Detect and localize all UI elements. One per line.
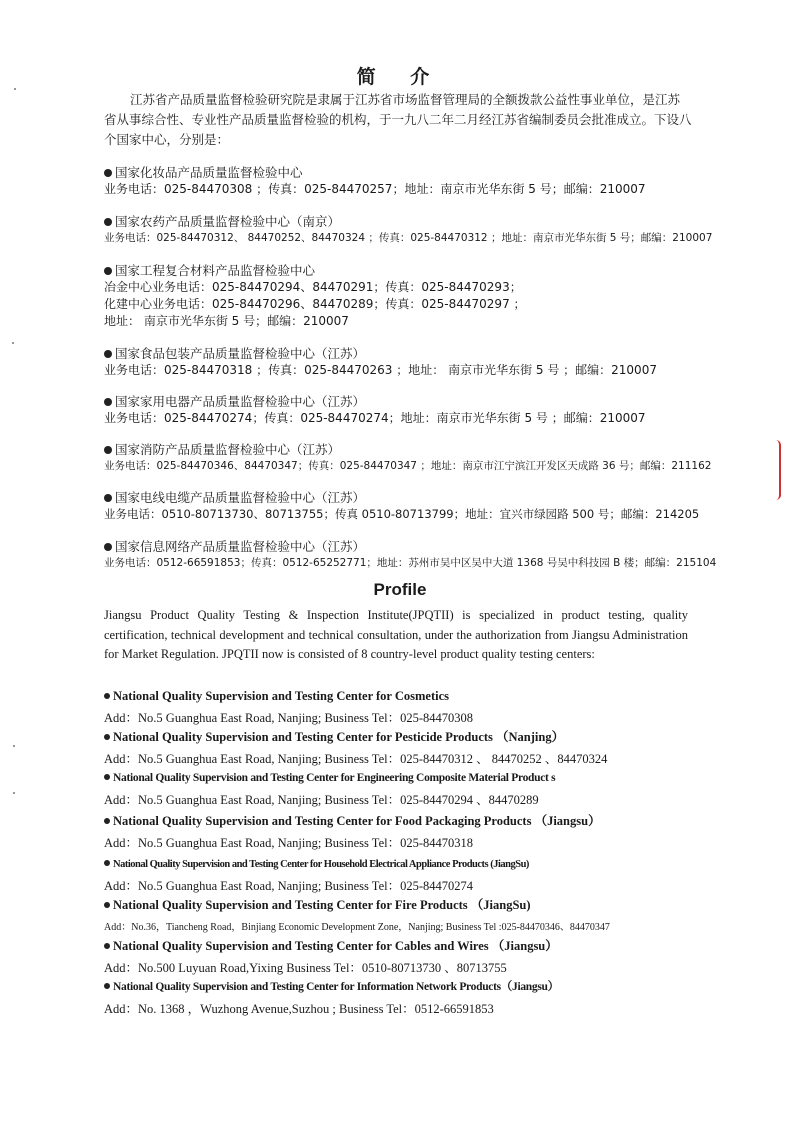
scan-speck <box>12 342 14 344</box>
cn-center-fire <box>104 441 712 475</box>
en-center-cosmetics <box>104 688 704 727</box>
cn-center-contact: 业务电话：0510-80713730、80713755；传真 0510-80713799；地址：宜兴市绿园路 500 号；邮编：214205 <box>104 507 700 521</box>
bullet-icon <box>104 902 110 908</box>
en-center-address: Add：No.500 Luyuan Road,Yixing Business Tel：0510-80713730 、80713755 <box>104 961 507 975</box>
en-center-name: National Quality Supervision and Testing Center for Cosmetics <box>113 689 450 703</box>
cn-center-name: 国家电线电缆产品质量监督检验中心（江苏） <box>115 490 366 505</box>
cn-center-network <box>104 538 717 572</box>
cn-center-cosmetics <box>104 164 704 198</box>
bullet-icon <box>104 774 110 780</box>
cn-center-name: 国家食品包装产品质量监督检验中心（江苏） <box>115 346 366 361</box>
en-intro: Jiangsu Product Quality Testing & Inspection Institute(JPQTII) is specialized in product testing, quality certification, technical development and technical consultation, under the authorization from Jiangsu Administration for Market Regulation. JPQTII now is consisted of 8 country-level product quality testing centers: <box>104 608 688 661</box>
en-center-address: Add：No.5 Guanghua East Road, Nanjing; Business Tel：025-84470312 、 84470252 、84470324 <box>104 752 608 766</box>
cn-intro: 江苏省产品质量监督检验研究院是隶属于江苏省市场监督管理局的全额拨款公益性事业单位，是江苏省从事综合性、专业性产品质量监督检验的机构，于一九八二年二月经江苏省编制委员会批准成立。下设八个国家中心，分别是： <box>104 92 692 147</box>
en-center-network <box>104 979 704 1018</box>
cn-center-contact: 业务电话：025-84470308 ；传真：025-84470257；地址：南京市光华东街 5 号；邮编：210007 <box>104 182 646 196</box>
cn-center-food-packaging <box>104 345 704 379</box>
cn-center-address: 地址： 南京市光华东街 5 号；邮编：210007 <box>104 314 349 328</box>
en-center-composite <box>104 770 704 809</box>
en-center-name: National Quality Supervision and Testing Center for Fire Products （JiangSu) <box>113 898 531 912</box>
cn-title: 简 介 <box>356 66 444 88</box>
cn-center-appliance <box>104 393 704 427</box>
en-center-appliance <box>104 856 704 895</box>
scan-speck <box>14 88 16 90</box>
en-center-name: National Quality Supervision and Testing Center for Household Electrical Appliance Products (JiangSu) <box>113 859 529 870</box>
en-center-address: Add：No.36，Tiancheng Road，Binjiang Economic Development Zone，Nanjing; Business Tel :025-84470346、84470347 <box>104 922 610 933</box>
cn-center-name: 国家化妆品产品质量监督检验中心 <box>115 165 303 180</box>
cn-center-contact: 业务电话：025-84470274；传真：025-84470274；地址：南京市光华东街 5 号 ；邮编：210007 <box>104 411 646 425</box>
bullet-icon <box>104 398 112 406</box>
en-center-name: National Quality Supervision and Testing Center for Food Packaging Products （Jiangsu） <box>113 814 601 828</box>
bullet-icon <box>104 218 112 226</box>
cn-center-name: 国家工程复合材料产品监督检验中心 <box>115 263 316 278</box>
en-center-address: Add：No.5 Guanghua East Road, Nanjing; Business Tel：025-84470294 、84470289 <box>104 793 539 807</box>
bullet-icon <box>104 267 112 275</box>
scan-speck <box>13 745 15 747</box>
bullet-icon <box>104 693 110 699</box>
bullet-icon <box>104 943 110 949</box>
cn-center-contact: 冶金中心业务电话：025-84470294、84470291；传真：025-84470293； <box>104 280 522 294</box>
scan-speck <box>13 792 15 794</box>
cn-center-composite <box>104 262 704 330</box>
bullet-icon <box>104 446 112 454</box>
red-pen-mark <box>776 440 781 500</box>
bullet-icon <box>104 494 112 502</box>
cn-center-cables <box>104 489 704 523</box>
cn-center-name: 国家消防产品质量监督检验中心（江苏） <box>115 442 341 457</box>
en-center-address: Add：No.5 Guanghua East Road, Nanjing; Business Tel：025-84470308 <box>104 711 474 725</box>
cn-center-name: 国家信息网络产品质量监督检验中心（江苏） <box>115 539 366 554</box>
cn-center-pesticide <box>104 213 713 247</box>
en-center-address: Add：No. 1368 ，Wuzhong Avenue,Suzhou ; Business Tel：0512-66591853 <box>104 1002 494 1016</box>
bullet-icon <box>104 983 110 989</box>
en-center-address: Add：No.5 Guanghua East Road, Nanjing; Business Tel：025-84470318 <box>104 836 474 850</box>
en-center-food-packaging <box>104 813 704 852</box>
cn-center-name: 国家农药产品质量监督检验中心（南京） <box>115 214 341 229</box>
cn-center-contact: 业务电话：025-84470346、84470347；传真：025-84470347 ；地址：南京市江宁滨江开发区天成路 36 号；邮编：211162 <box>104 460 712 472</box>
cn-center-name: 国家家用电器产品质量监督检验中心（江苏） <box>115 394 366 409</box>
en-center-name: National Quality Supervision and Testing Center for Engineering Composite Material Product s <box>113 772 556 784</box>
bullet-icon <box>104 734 110 740</box>
bullet-icon <box>104 169 112 177</box>
en-center-name: National Quality Supervision and Testing Center for Pesticide Products （Nanjing） <box>113 730 565 744</box>
en-title: Profile <box>373 580 427 599</box>
cn-center-contact: 业务电话：0512-66591853；传真：0512-65252771；地址：苏州市吴中区吴中大道 1368 号吴中科技园 B 楼；邮编：215104 <box>104 557 717 569</box>
cn-center-contact: 业务电话：025-84470318 ；传真：025-84470263 ；地址： 南京市光华东街 5 号 ；邮编：210007 <box>104 363 657 377</box>
en-center-address: Add：No.5 Guanghua East Road, Nanjing; Business Tel：025-84470274 <box>104 879 474 893</box>
en-center-pesticide <box>104 729 704 768</box>
en-center-fire <box>104 897 704 936</box>
bullet-icon <box>104 350 112 358</box>
bullet-icon <box>104 543 112 551</box>
bullet-icon <box>104 818 110 824</box>
en-center-cables <box>104 938 704 977</box>
cn-center-contact: 化建中心业务电话：025-84470296、84470289；传真：025-84470297 ； <box>104 297 526 311</box>
cn-center-contact: 业务电话：025-84470312、 84470252、84470324 ；传真：025-84470312 ；地址：南京市光华东街 5 号；邮编：210007 <box>104 232 713 244</box>
en-center-name: National Quality Supervision and Testing Center for Information Network Products（Jiangsu） <box>113 981 559 993</box>
bullet-icon <box>104 860 110 866</box>
en-center-name: National Quality Supervision and Testing Center for Cables and Wires （Jiangsu） <box>113 939 558 953</box>
